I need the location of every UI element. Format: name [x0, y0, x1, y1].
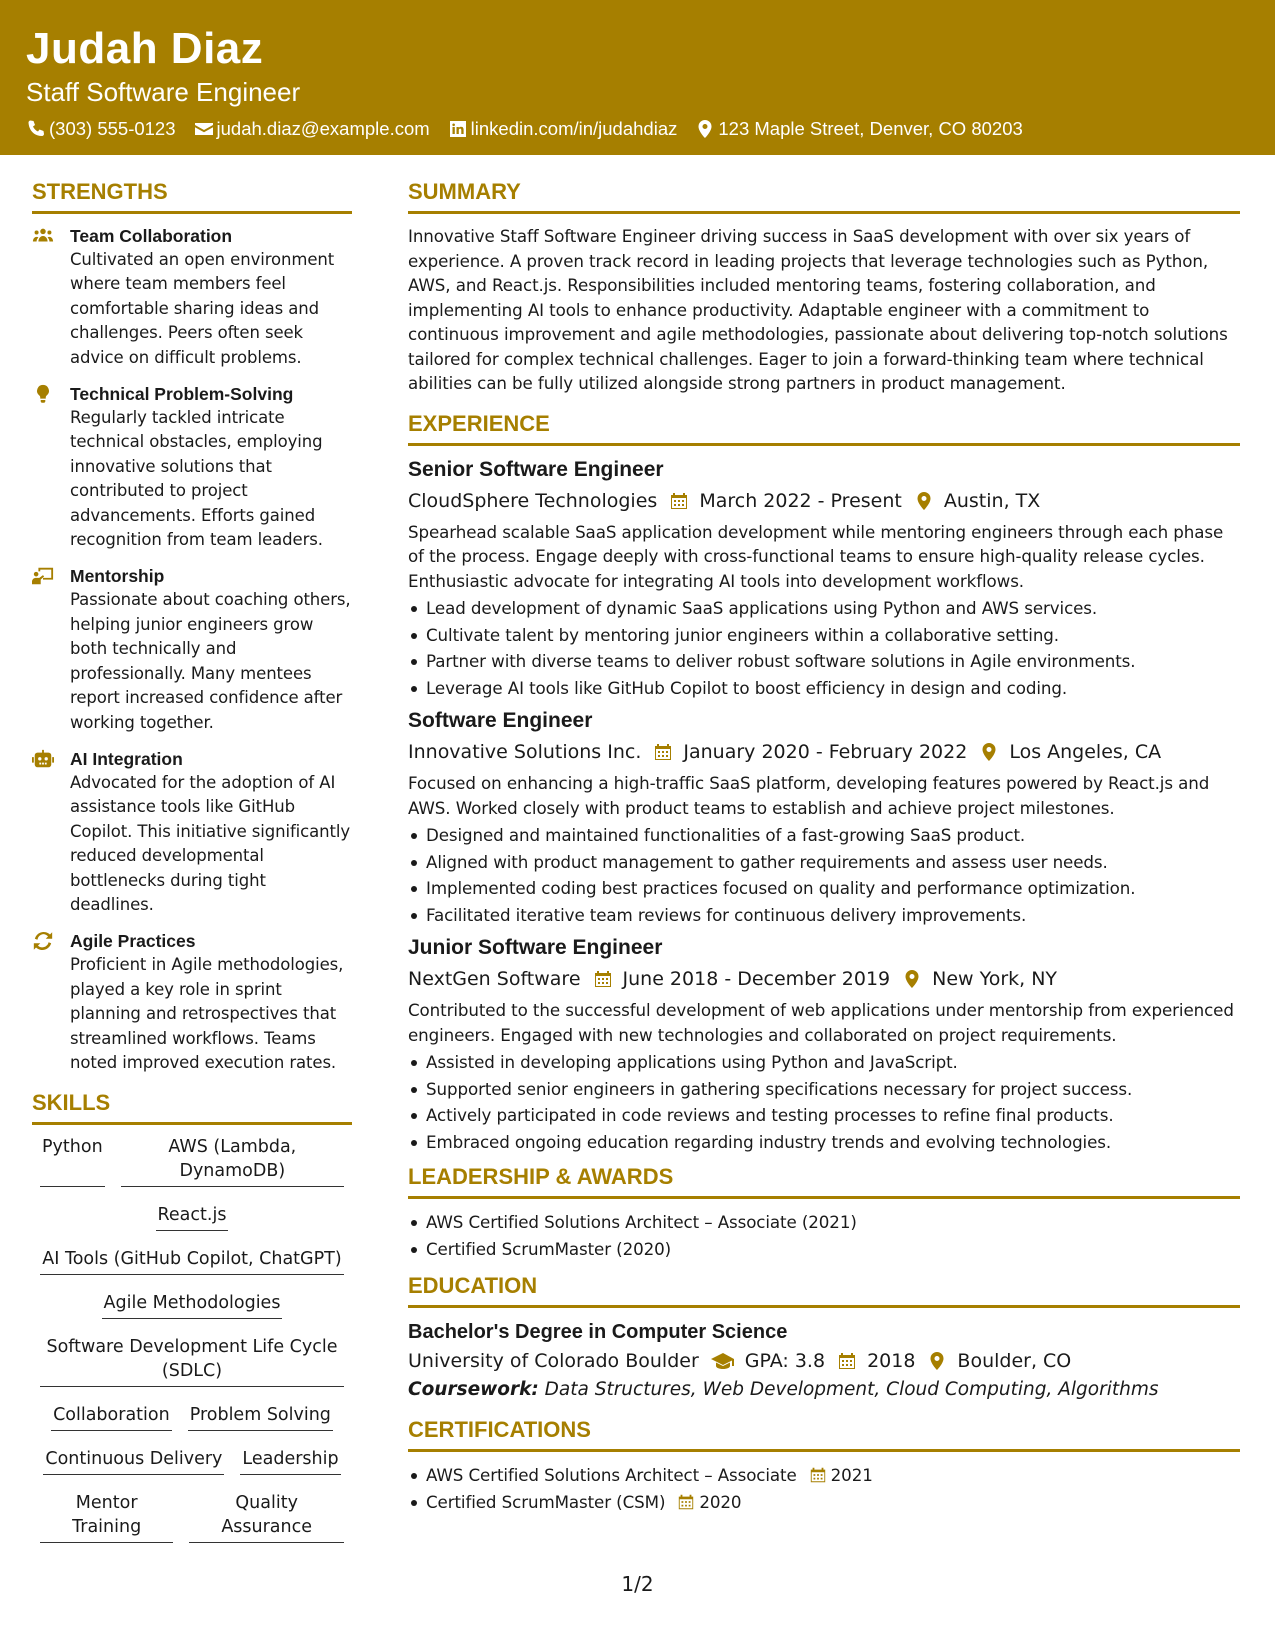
- skills-heading: SKILLS: [32, 1089, 352, 1125]
- phone-text: (303) 555-0123: [49, 118, 176, 139]
- list-item: Cultivate talent by mentoring junior engineers within a collaborative setting.: [408, 622, 1240, 649]
- job-meta: [408, 737, 1240, 767]
- users-icon: [32, 226, 54, 246]
- gpa: GPA: 3.8: [744, 1350, 826, 1372]
- left-column: [32, 178, 352, 1559]
- job-desc: Focused on enhancing a high-traffic SaaS platform, developing features powered by React.js and AWS. Worked closely with product teams to establish and achieve project milestones.: [408, 773, 1210, 818]
- contact-email[interactable]: [194, 118, 430, 140]
- job-bullets: [408, 822, 1240, 928]
- strength-desc: Proficient in Agile methodologies, played a key role in sprint planning and retrospectives that streamlined workflows. Teams noted improved execution rates.: [70, 955, 344, 1072]
- list-item: Actively participated in code reviews and testing processes to refine final products.: [408, 1102, 1240, 1129]
- school-location: Boulder, CO: [957, 1350, 1072, 1372]
- list-item: [408, 1489, 1240, 1516]
- skill-tag: AI Tools (GitHub Copilot, ChatGPT): [40, 1247, 343, 1275]
- leadership-list: [408, 1209, 1240, 1262]
- map-marker-icon: [927, 1351, 947, 1371]
- job-desc: Spearhead scalable SaaS application development while mentoring engineers through each phase of the process. Engage deeply with cross-functional teams to ensure high-quality release cycles. Enthusiastic advocate for integrating AI tools into development workflows.: [408, 521, 1224, 591]
- calendar-icon: [593, 969, 613, 989]
- skill-tag: Quality Assurance: [189, 1491, 344, 1543]
- graduation-cap-icon: [711, 1351, 735, 1371]
- strength-item: [32, 747, 352, 917]
- strengths-heading: STRENGTHS: [32, 178, 352, 214]
- job-location: Los Angeles, CA: [1009, 741, 1162, 763]
- strength-title: Team Collaboration: [70, 226, 233, 246]
- strength-title: AI Integration: [70, 748, 183, 769]
- job-location: New York, NY: [932, 968, 1058, 990]
- education-heading: EDUCATION: [408, 1272, 1240, 1308]
- strength-title: Technical Problem-Solving: [70, 384, 294, 405]
- coursework-label: Coursework:: [408, 1379, 539, 1400]
- coursework-list: Data Structures, Web Development, Cloud Computing, Algorithms: [538, 1379, 1159, 1400]
- skill-tag: Continuous Delivery: [43, 1447, 224, 1475]
- job-company: Innovative Solutions Inc.: [408, 741, 642, 763]
- skill-tag: Mentor Training: [40, 1491, 173, 1543]
- certifications-list: [408, 1462, 1240, 1515]
- strength-item: [32, 929, 352, 1075]
- list-item: Designed and maintained functionalities of a fast-growing SaaS product.: [408, 822, 1240, 849]
- skill-tag: React.js: [156, 1203, 229, 1231]
- map-marker-icon: [695, 119, 715, 139]
- list-item: Partner with diverse teams to deliver robust software solutions in Agile environments.: [408, 648, 1240, 675]
- strength-desc: Advocated for the adoption of AI assistance tools like GitHub Copilot. This initiative significantly reduced developmental bottlenecks during tight deadlines.: [70, 772, 351, 914]
- robot-icon: [32, 749, 54, 769]
- calendar-icon: [653, 742, 673, 762]
- job-bullets: [408, 595, 1240, 701]
- experience-heading: EXPERIENCE: [408, 410, 1240, 446]
- skill-tag: Agile Methodologies: [102, 1291, 283, 1319]
- strength-title: Mentorship: [70, 566, 165, 587]
- linkedin-text: linkedin.com/in/judahdiaz: [470, 118, 678, 139]
- skill-tag: Python: [40, 1135, 105, 1187]
- certifications-heading: CERTIFICATIONS: [408, 1416, 1240, 1452]
- summary-heading: SUMMARY: [408, 178, 1240, 214]
- calendar-icon: [809, 1466, 827, 1484]
- resume-header: [0, 0, 1275, 155]
- cert-year: 2020: [699, 1491, 742, 1512]
- skills-list: [32, 1135, 352, 1543]
- envelope-icon: [194, 119, 214, 139]
- right-column: [408, 178, 1240, 1521]
- list-item: Facilitated iterative team reviews for continuous delivery improvements.: [408, 902, 1240, 929]
- list-item: Implemented coding best practices focused on quality and performance optimization.: [408, 875, 1240, 902]
- calendar-icon: [669, 491, 689, 511]
- list-item: Leverage AI tools like GitHub Copilot to boost efficiency in design and coding.: [408, 675, 1240, 702]
- list-item: Lead development of dynamic SaaS applications using Python and AWS services.: [408, 595, 1240, 622]
- list-item: Certified ScrumMaster (2020): [408, 1236, 1240, 1263]
- email-text: judah.diaz@example.com: [216, 118, 430, 139]
- skill-tag: Software Development Life Cycle (SDLC): [40, 1335, 344, 1387]
- job-dates: January 2020 - February 2022: [683, 741, 968, 763]
- school-name: University of Colorado Boulder: [408, 1350, 699, 1372]
- phone-icon: [26, 119, 46, 139]
- strength-title: Agile Practices: [70, 931, 196, 952]
- cert-name: AWS Certified Solutions Architect – Associate: [426, 1465, 797, 1485]
- skill-tag: AWS (Lambda, DynamoDB): [121, 1135, 344, 1187]
- leadership-heading: LEADERSHIP & AWARDS: [408, 1163, 1240, 1199]
- candidate-role: Staff Software Engineer: [26, 77, 301, 107]
- list-item: AWS Certified Solutions Architect – Associate (2021): [408, 1209, 1240, 1236]
- linkedin-icon: [448, 119, 468, 139]
- calendar-icon: [837, 1351, 857, 1371]
- address-text: 123 Maple Street, Denver, CO 80203: [718, 118, 1023, 139]
- job-location: Austin, TX: [943, 489, 1041, 512]
- job-entry: [408, 934, 1240, 1155]
- education-meta: [408, 1346, 1240, 1376]
- strength-item: [32, 224, 352, 370]
- sync-icon: [32, 931, 54, 951]
- skill-tag: Leadership: [240, 1447, 340, 1475]
- strength-desc: Cultivated an open environment where team members feel comfortable sharing ideas and challenges. Peers often seek advice on difficult problems.: [70, 250, 335, 367]
- contact-address: [695, 118, 1022, 140]
- lightbulb-icon: [32, 384, 54, 404]
- contact-linkedin[interactable]: [448, 118, 678, 140]
- job-meta: [408, 964, 1240, 994]
- job-company: NextGen Software: [408, 968, 581, 990]
- map-marker-icon: [979, 742, 999, 762]
- job-title: Junior Software Engineer: [408, 936, 663, 959]
- graduation-year: 2018: [867, 1350, 916, 1372]
- skill-tag: Collaboration: [51, 1403, 172, 1431]
- map-marker-icon: [914, 491, 934, 511]
- coursework: [408, 1376, 1240, 1404]
- strength-desc: Regularly tackled intricate technical obstacles, employing innovative solutions that contributed to project advancements. Efforts gained recognition from team leaders.: [70, 408, 323, 550]
- list-item: Embraced ongoing education regarding industry trends and evolving technologies.: [408, 1129, 1240, 1156]
- contact-bar: [26, 118, 1249, 140]
- summary-text: Innovative Staff Software Engineer driving success in SaaS development with over six years of experience. A proven track record in leading projects that leverage technologies such as Python, AWS, and React.js. Responsibilities included mentoring teams, fostering collaboration, and implementing AI tools to enhance productivity. Adaptable engineer with a commitment to continuous improvement and agile methodologies, passionate about delivering top-notch solutions tailored for complex technical challenges. Eager to join a forward-thinking team where technical abilities can be fully utilized alongside strong partners in product management.: [408, 226, 1228, 393]
- chalkboard-teacher-icon: [32, 566, 54, 586]
- education-entry: [408, 1318, 1240, 1404]
- job-title: Software Engineer: [408, 709, 593, 732]
- job-desc: Contributed to the successful development of web applications under mentorship from experienced engineers. Engaged with new technologies and collaborated on project requirements.: [408, 1000, 1234, 1045]
- calendar-icon: [677, 1493, 695, 1511]
- map-marker-icon: [902, 969, 922, 989]
- strength-desc: Passionate about coaching others, helping junior engineers grow both technically and professionally. Many mentees report increased confidence after working together.: [70, 590, 351, 732]
- job-title: Senior Software Engineer: [408, 457, 664, 481]
- cert-year: 2021: [830, 1465, 873, 1485]
- list-item: Aligned with product management to gather requirements and assess user needs.: [408, 849, 1240, 876]
- job-meta: [408, 486, 1240, 516]
- candidate-name: Judah Diaz: [26, 24, 264, 73]
- strength-item: [32, 564, 352, 734]
- contact-phone[interactable]: [26, 118, 176, 140]
- job-bullets: [408, 1049, 1240, 1155]
- job-dates: June 2018 - December 2019: [622, 968, 891, 990]
- job-company: CloudSphere Technologies: [408, 489, 658, 512]
- strength-item: [32, 382, 352, 552]
- list-item: Assisted in developing applications using Python and JavaScript.: [408, 1049, 1240, 1076]
- job-entry: [408, 707, 1240, 928]
- cert-name: Certified ScrumMaster (CSM): [426, 1491, 666, 1512]
- page-number: 1/2: [621, 1572, 654, 1596]
- list-item: [408, 1462, 1240, 1489]
- job-dates: March 2022 - Present: [699, 489, 902, 512]
- job-entry: [408, 456, 1240, 702]
- degree-title: Bachelor's Degree in Computer Science: [408, 1321, 788, 1343]
- list-item: Supported senior engineers in gathering specifications necessary for project success.: [408, 1076, 1240, 1103]
- skill-tag: Problem Solving: [188, 1403, 333, 1431]
